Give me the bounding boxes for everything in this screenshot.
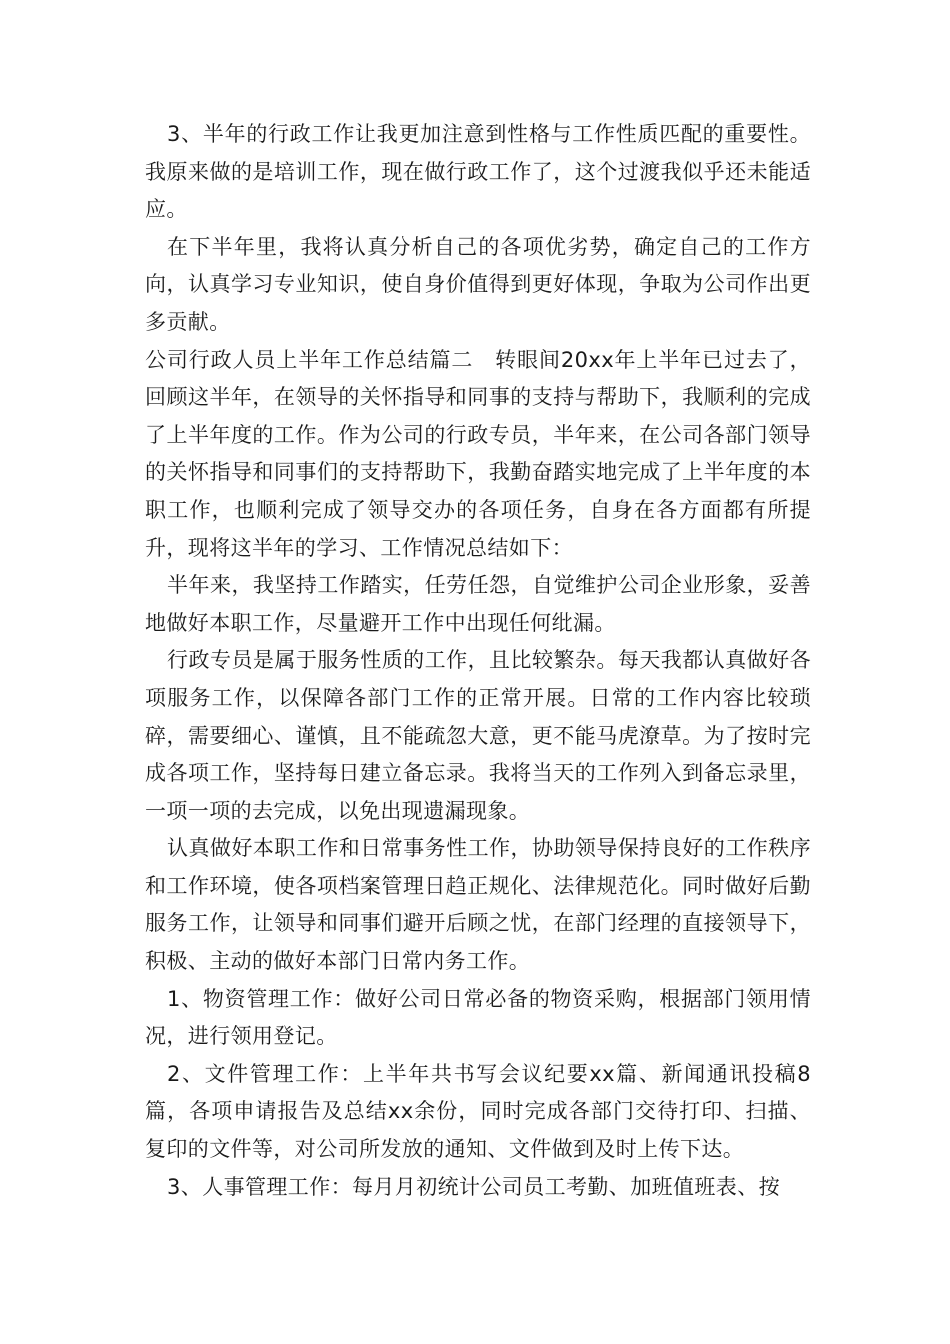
- paragraph-1: 3、半年的行政工作让我更加注意到性格与工作性质匹配的重要性。我原来做的是培训工作，现在做行政工作了，这个过渡我似乎还未能适应。: [145, 122, 811, 222]
- paragraph-2: 在下半年里，我将认真分析自己的各项优劣势，确定自己的工作方向，认真学习专业知识，使自身价值得到更好体现，争取为公司作出更多贡献。: [145, 234, 811, 334]
- paragraph-9: 3、人事管理工作：每月月初统计公司员工考勤、加班值班表、按: [167, 1174, 781, 1199]
- paragraph-4: 半年来，我坚持工作踏实，任劳任怨，自觉维护公司企业形象，妥善地做好本职工作，尽量避开工作中出现任何纰漏。: [145, 573, 811, 635]
- paragraph-6: 认真做好本职工作和日常事务性工作，协助领导保持良好的工作秩序和工作环境，使各项档案管理日趋正规化、法律规范化。同时做好后勤服务工作，让领导和同事们避开后顾之忧，在部门经理的直接领导下，积极、主动的做好本部门日常内务工作。: [145, 836, 811, 974]
- paragraph-3: 公司行政人员上半年工作总结篇二 转眼间20xx年上半年已过去了，回顾这半年，在领导的关怀指导和同事的支持与帮助下，我顺利的完成了上半年度的工作。作为公司的行政专员，半年来，在公司各部门领导的关怀指导和同事们的支持帮助下，我勤奋踏实地完成了上半年度的本职工作，也顺利完成了领导交办的各项任务，自身在各方面都有所提升，现将这半年的学习、工作情况总结如下：: [145, 347, 811, 560]
- paragraph-8: 2、文件管理工作：上半年共书写会议纪要xx篇、新闻通讯投稿8篇，各项申请报告及总结xx余份，同时完成各部门交待打印、扫描、复印的文件等，对公司所发放的通知、文件做到及时上传下达。: [145, 1061, 811, 1162]
- document-body: [145, 116, 811, 1206]
- paragraph-7: 1、物资管理工作：做好公司日常必备的物资采购，根据部门领用情况，进行领用登记。: [145, 986, 811, 1049]
- paragraph-5: 行政专员是属于服务性质的工作，且比较繁杂。每天我都认真做好各项服务工作，以保障各部门工作的正常开展。日常的工作内容比较琐碎，需要细心、谨慎，且不能疏忽大意，更不能马虎潦草。为了按时完成各项工作，坚持每日建立备忘录。我将当天的工作列入到备忘录里，一项一项的去完成，以免出现遗漏现象。: [145, 648, 811, 823]
